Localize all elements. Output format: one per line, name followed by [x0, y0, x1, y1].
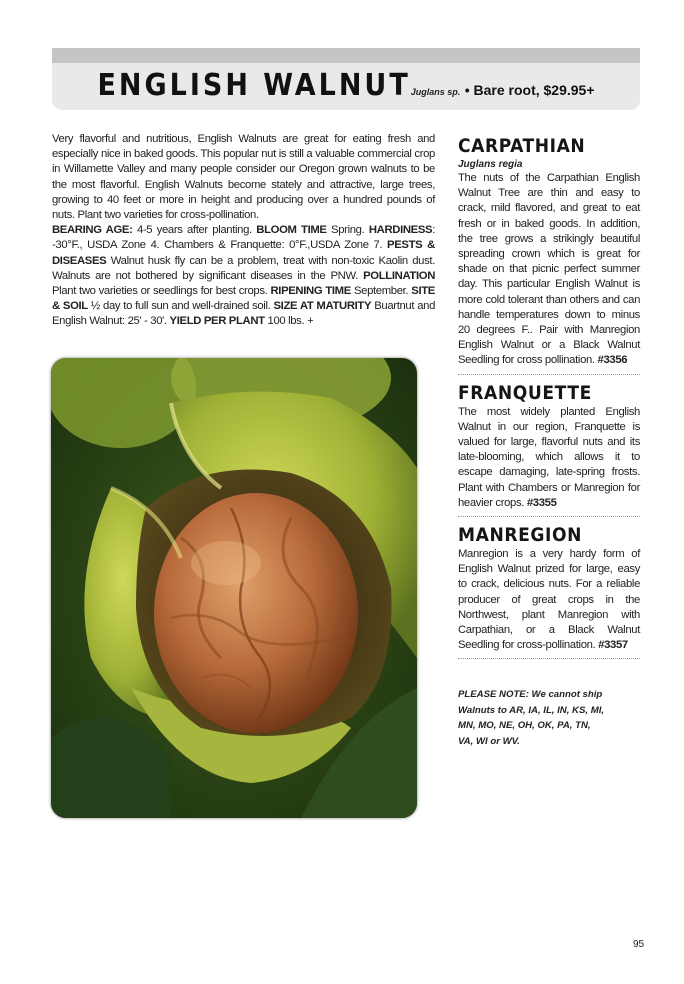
page-number: 95: [633, 939, 645, 950]
variety-description: [458, 405, 640, 511]
walnut-illustration: [51, 358, 417, 818]
title-price: • Bare root, $29.95+: [464, 82, 595, 98]
shipping-note: PLEASE NOTE: We cannot ship Walnuts to AR, IA, IL, IN, KS, MI, MN, MO, NE, OH, OK, PA, TN, VA, WI or WV.: [458, 689, 605, 747]
spec-label-pests: PESTS & DISEASES: [52, 239, 435, 267]
spec-label-ripening: RIPENING TIME: [270, 285, 351, 298]
variety-manregion: [458, 523, 640, 659]
spec-label-yield: YIELD PER PLANT: [169, 315, 265, 328]
spec-label-size: SIZE AT MATURITY: [273, 300, 372, 313]
variety-description-text: The most widely planted English Walnut in our region, Franquette is valued for large, flavorful nuts and its late-blooming, which allows it to escape damaging, late-spring frosts. Plant with Chambers or Manregion for heavier crops.: [458, 405, 640, 509]
specs-paragraph: [52, 223, 435, 329]
header-title: [52, 66, 640, 110]
spec-value-bloom-time: Spring.: [326, 224, 369, 237]
page-header: [52, 48, 640, 110]
spec-value-bearing-age: 4-5 years after planting.: [132, 224, 257, 237]
spec-label-site-soil: SITE & SOIL: [52, 285, 435, 313]
intro-paragraph: Very flavorful and nutritious, English Walnuts are great for eating fresh and especially nice in baked goods. This popular nut is still a valuable commercial crop in Willamette Valley and many people consider our Oregon grown walnuts to be the most flavorful. English Walnuts become stately and attractive, large trees, growing to 40 feet or more in height and producing over a hundred pounds of nuts. Plant two varieties for cross-pollination.: [52, 133, 435, 222]
spec-value-ripening: September.: [350, 285, 412, 298]
variety-description-text: Manregion is a very hardy form of English Walnut prized for large, easy to crack, delicious nuts. For a reliable producer of great crops in the Northwest, plant Manregion with Carpathian, or a Black Walnut Seedling for cross-pollination.: [458, 548, 640, 652]
spec-value-size: Buartnut and English Walnut: 25' - 30'.: [52, 300, 435, 328]
spec-label-bearing-age: BEARING AGE:: [52, 224, 133, 237]
variety-franquette: [458, 381, 640, 517]
spec-value-hardiness: : -30°F., USDA Zone 4. Chambers & Franquette: 0°F.,USDA Zone 7.: [52, 224, 436, 252]
title-latin-name: Juglans sp.: [410, 87, 461, 97]
header-strip: [52, 48, 640, 63]
intro-column: [52, 132, 435, 330]
variety-item-number: #3356: [597, 354, 628, 367]
spec-value-yield: 100 lbs. +: [264, 315, 314, 328]
variety-item-number: #3355: [526, 496, 557, 509]
spec-label-pollination: POLLINATION: [363, 269, 435, 282]
varieties-column: [458, 134, 640, 749]
spec-label-bloom-time: BLOOM TIME: [256, 224, 327, 237]
variety-carpathian: [458, 134, 640, 375]
page-title: ENGLISH WALNUT: [97, 68, 411, 103]
walnut-photo: [50, 357, 418, 819]
variety-item-number: #3357: [598, 639, 628, 652]
variety-description: [458, 547, 640, 653]
spec-value-pollination: Plant two varieties or seedlings for best crops.: [52, 285, 271, 298]
variety-name: MANREGION: [458, 524, 583, 547]
variety-description-text: The nuts of the Carpathian English Walnut Tree are thin and easy to crack, mild flavored, and great to eat fresh or in baked goods. In addition, the tree grows a strikingly beautiful spreading crown which is great for shade on that picnic perfect summer day. This particular English Walnut is more cold tolerant than others and can handle temperatures down to minus 20 degrees F.. Pair with Manregion English Walnut or a Black Walnut Seedling for cross pollination.: [458, 172, 640, 367]
variety-name: FRANQUETTE: [458, 381, 592, 404]
variety-latin-name: Juglans regia: [458, 159, 523, 170]
variety-name: CARPATHIAN: [458, 135, 586, 157]
spec-value-pests: Walnut husk fly can be a problem, treat with non-toxic Kaolin dust. Walnuts are not bothered by significant diseases in the PNW.: [52, 254, 435, 282]
variety-description: [458, 171, 640, 369]
spec-value-site-soil: ½ day to full sun and well-drained soil.: [87, 300, 274, 313]
spec-label-hardiness: HARDINESS: [368, 224, 433, 237]
